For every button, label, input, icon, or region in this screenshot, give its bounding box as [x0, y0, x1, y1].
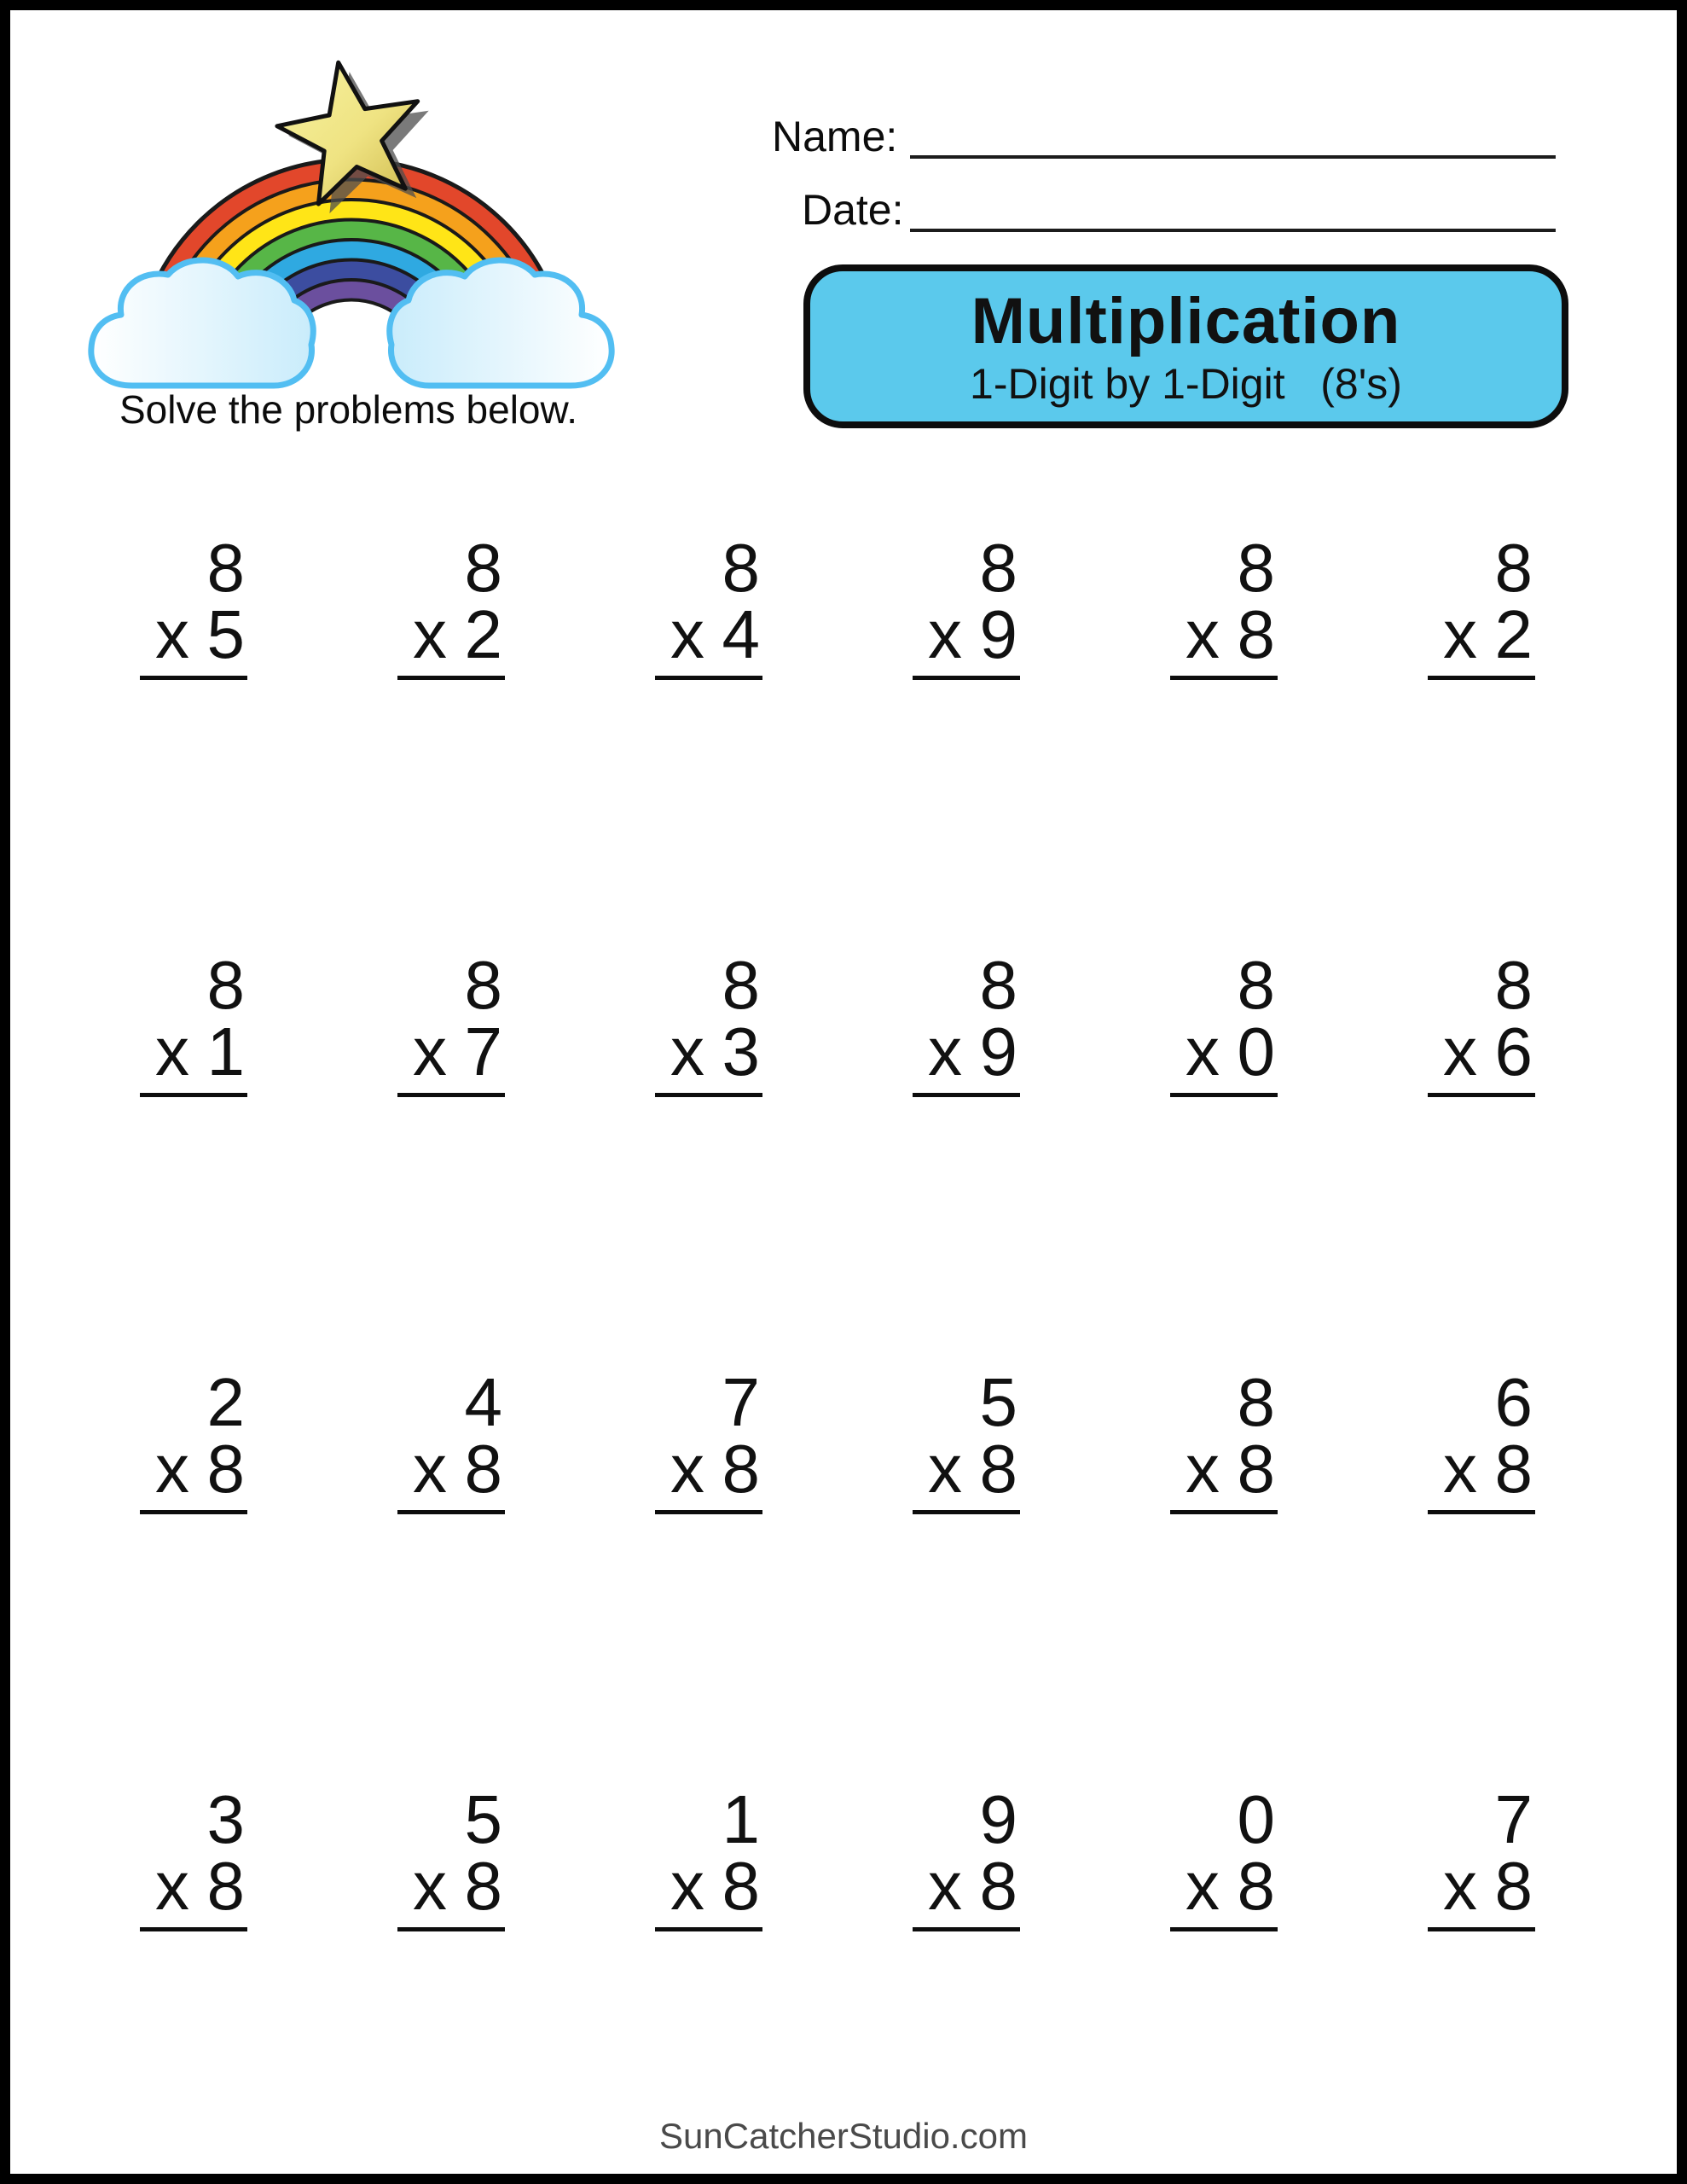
answer-line — [655, 676, 762, 680]
multiplicand: 8 — [722, 530, 760, 606]
multiply-sign: x — [155, 1014, 189, 1089]
problem-cell — [1170, 947, 1278, 1097]
multiply-sign: x — [155, 1848, 189, 1924]
answer-line — [913, 1093, 1020, 1097]
cloud-right-icon — [390, 260, 612, 386]
multiplicand: 4 — [464, 1364, 502, 1440]
multiplier: 8 — [1494, 1848, 1533, 1924]
answer-line — [913, 1510, 1020, 1514]
multiply-sign: x — [670, 1848, 704, 1924]
multiply-sign: x — [1443, 1014, 1477, 1089]
multiplier: 4 — [722, 596, 760, 672]
multiplier: 8 — [1237, 1848, 1275, 1924]
multiply-sign: x — [928, 1848, 962, 1924]
problem-cell — [655, 530, 762, 680]
answer-line — [913, 1927, 1020, 1931]
multiply-sign: x — [155, 1431, 189, 1507]
instruction-text: Solve the problems below. — [119, 387, 577, 432]
answer-line — [655, 1510, 762, 1514]
answer-line — [397, 676, 505, 680]
rainbow-graphic — [83, 51, 620, 392]
multiplicand: 0 — [1237, 1781, 1275, 1857]
multiplicand: 8 — [464, 947, 502, 1023]
answer-line — [655, 1927, 762, 1931]
multiplicand: 8 — [722, 947, 760, 1023]
problem-cell — [140, 1781, 247, 1931]
multiply-sign: x — [670, 1014, 704, 1089]
multiply-sign: x — [413, 596, 447, 672]
multiplicand: 8 — [1494, 947, 1533, 1023]
problem-cell — [397, 1364, 505, 1514]
problem-cell — [140, 1364, 247, 1514]
multiplicand: 8 — [979, 947, 1017, 1023]
multiplicand: 8 — [979, 530, 1017, 606]
multiplier: 8 — [464, 1848, 502, 1924]
answer-line — [140, 1927, 247, 1931]
multiplier: 5 — [206, 596, 245, 672]
worksheet-subtitle: 1-Digit by 1-Digit (8's) — [970, 360, 1402, 408]
footer-site-text: SunCatcherStudio.com — [659, 2116, 1028, 2156]
multiply-sign: x — [670, 1431, 704, 1507]
multiply-sign: x — [1443, 1848, 1477, 1924]
problem-cell — [1170, 1364, 1278, 1514]
multiplier: 8 — [979, 1431, 1017, 1507]
date-label: Date: — [802, 186, 904, 234]
rainbow-star-clouds-icon — [83, 51, 620, 392]
multiplicand: 8 — [1237, 530, 1275, 606]
cloud-left-icon — [91, 260, 313, 386]
multiplier: 6 — [1494, 1014, 1533, 1089]
multiplier: 2 — [464, 596, 502, 672]
date-write-line — [910, 229, 1556, 232]
multiplicand: 8 — [464, 530, 502, 606]
worksheet-title: Multiplication — [971, 285, 1401, 357]
multiplicand: 7 — [1494, 1781, 1533, 1857]
answer-line — [1428, 1093, 1535, 1097]
multiply-sign: x — [928, 1431, 962, 1507]
title-box — [803, 264, 1568, 428]
multiplicand: 8 — [1237, 947, 1275, 1023]
answer-line — [397, 1927, 505, 1931]
multiplicand: 1 — [722, 1781, 760, 1857]
multiply-sign: x — [413, 1431, 447, 1507]
multiplier: 3 — [722, 1014, 760, 1089]
answer-line — [1428, 1927, 1535, 1931]
answer-line — [1170, 1927, 1278, 1931]
problem-cell — [397, 530, 505, 680]
answer-line — [140, 676, 247, 680]
multiply-sign: x — [928, 1014, 962, 1089]
problem-cell — [913, 530, 1020, 680]
multiplicand: 5 — [464, 1781, 502, 1857]
answer-line — [913, 676, 1020, 680]
multiplier: 8 — [722, 1431, 760, 1507]
multiply-sign: x — [1443, 1431, 1477, 1507]
problem-cell — [655, 947, 762, 1097]
multiplier: 1 — [206, 1014, 245, 1089]
answer-line — [397, 1510, 505, 1514]
problem-cell — [913, 1781, 1020, 1931]
multiply-sign: x — [1186, 1014, 1220, 1089]
problem-cell — [1428, 1781, 1535, 1931]
multiply-sign: x — [155, 596, 189, 672]
problem-cell — [1428, 947, 1535, 1097]
multiplier: 8 — [1237, 596, 1275, 672]
multiplicand: 6 — [1494, 1364, 1533, 1440]
multiply-sign: x — [928, 596, 962, 672]
answer-line — [1170, 676, 1278, 680]
multiplicand: 8 — [1237, 1364, 1275, 1440]
problem-cell — [397, 1781, 505, 1931]
multiplier: 8 — [206, 1431, 245, 1507]
problem-cell — [1170, 530, 1278, 680]
multiplicand: 8 — [1494, 530, 1533, 606]
answer-line — [1170, 1093, 1278, 1097]
answer-line — [140, 1093, 247, 1097]
answer-line — [140, 1510, 247, 1514]
multiplier: 0 — [1237, 1014, 1275, 1089]
multiply-sign: x — [413, 1848, 447, 1924]
problem-cell — [655, 1781, 762, 1931]
answer-line — [1428, 1510, 1535, 1514]
problem-cell — [140, 530, 247, 680]
problem-cell — [1428, 1364, 1535, 1514]
problem-cell — [1170, 1781, 1278, 1931]
multiplier: 9 — [979, 596, 1017, 672]
multiplier: 8 — [1237, 1431, 1275, 1507]
name-write-line — [910, 155, 1556, 159]
multiplicand: 5 — [979, 1364, 1017, 1440]
answer-line — [1170, 1510, 1278, 1514]
multiply-sign: x — [1443, 596, 1477, 672]
multiplicand: 8 — [206, 947, 245, 1023]
problem-cell — [1428, 530, 1535, 680]
multiplier: 2 — [1494, 596, 1533, 672]
multiplicand: 8 — [206, 530, 245, 606]
multiply-sign: x — [670, 596, 704, 672]
multiplier: 8 — [464, 1431, 502, 1507]
answer-line — [1428, 676, 1535, 680]
problem-cell — [140, 947, 247, 1097]
multiplier: 8 — [206, 1848, 245, 1924]
multiplicand: 9 — [979, 1781, 1017, 1857]
multiplicand: 3 — [206, 1781, 245, 1857]
problem-cell — [913, 947, 1020, 1097]
name-label: Name: — [772, 113, 898, 160]
multiply-sign: x — [413, 1014, 447, 1089]
multiply-sign: x — [1186, 1848, 1220, 1924]
answer-line — [397, 1093, 505, 1097]
multiplicand: 2 — [206, 1364, 245, 1440]
multiply-sign: x — [1186, 596, 1220, 672]
multiplier: 8 — [979, 1848, 1017, 1924]
problem-cell — [913, 1364, 1020, 1514]
multiplier: 7 — [464, 1014, 502, 1089]
multiplicand: 7 — [722, 1364, 760, 1440]
problem-cell — [655, 1364, 762, 1514]
multiplier: 8 — [1494, 1431, 1533, 1507]
multiplier: 8 — [722, 1848, 760, 1924]
answer-line — [655, 1093, 762, 1097]
multiply-sign: x — [1186, 1431, 1220, 1507]
multiplier: 9 — [979, 1014, 1017, 1089]
problem-cell — [397, 947, 505, 1097]
